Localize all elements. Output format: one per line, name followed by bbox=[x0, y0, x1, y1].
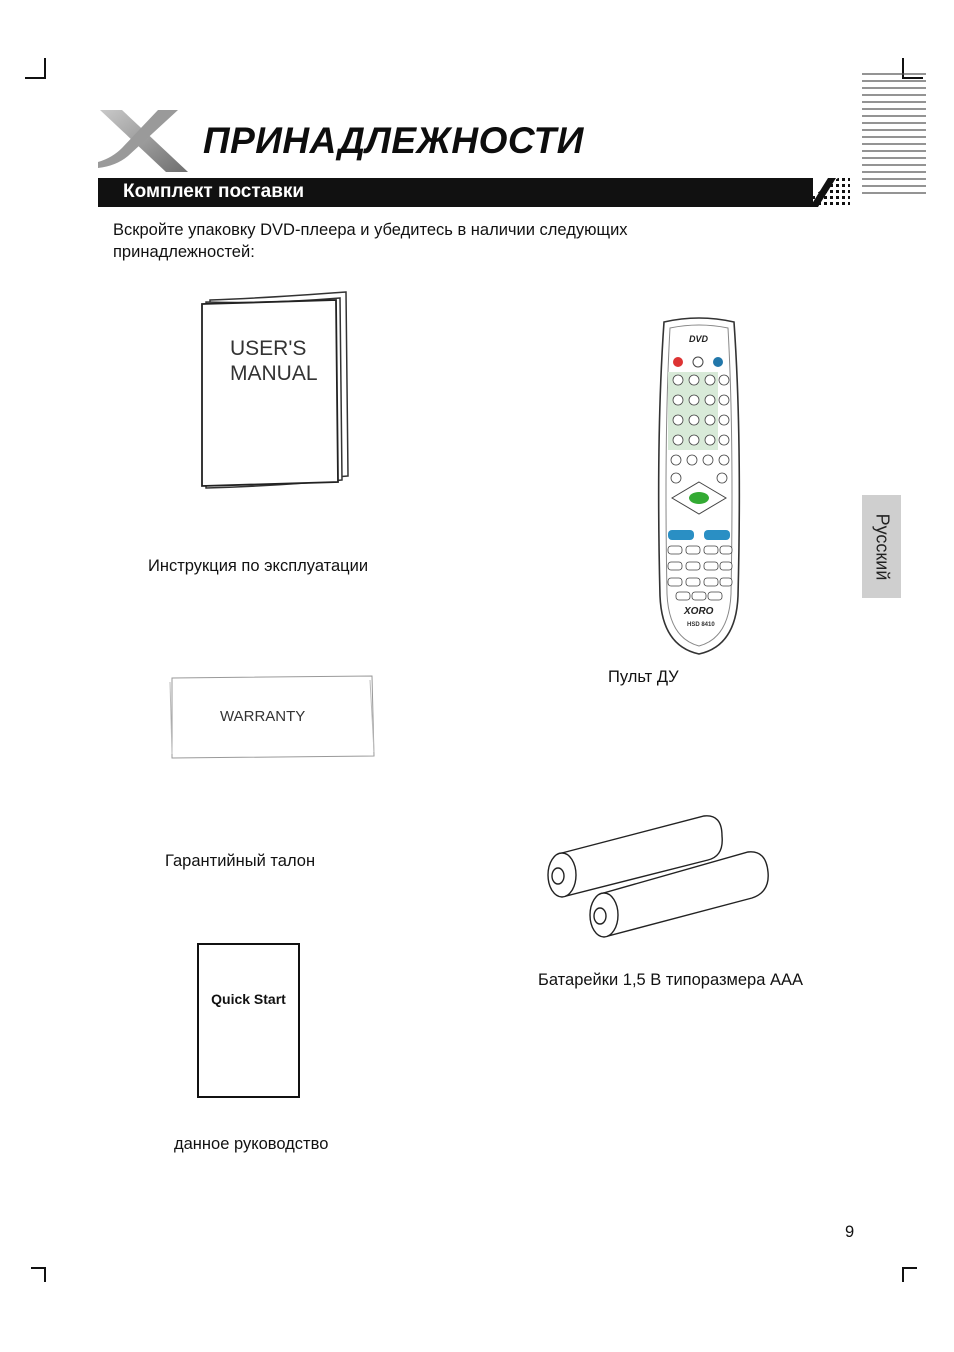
intro-line-1: Вскройте упаковку DVD-плеера и убедитесь в наличии следующих bbox=[113, 221, 628, 239]
xoro-logo-icon bbox=[96, 108, 196, 176]
language-side-tab bbox=[862, 495, 901, 598]
manual-image-line2: MANUAL bbox=[230, 362, 318, 385]
users-manual-illustration bbox=[196, 290, 356, 490]
manual-caption: Инструкция по эксплуатации bbox=[148, 557, 369, 575]
page-title: ПРИНАДЛЕЖНОСТИ bbox=[203, 120, 584, 161]
manual-image-line1: USER'S bbox=[230, 337, 307, 360]
intro-paragraph bbox=[113, 219, 733, 263]
remote-control-illustration bbox=[654, 316, 744, 658]
quick-start-image-text: Quick Start bbox=[211, 991, 286, 1007]
crop-mark-bottom-right bbox=[901, 1266, 917, 1282]
remote-top-label: DVD bbox=[689, 334, 709, 344]
crop-mark-bottom-left bbox=[31, 1266, 47, 1282]
header-stripes-decoration bbox=[862, 72, 928, 200]
language-tab-label: Русский bbox=[872, 513, 892, 580]
warranty-image-text: WARRANTY bbox=[220, 708, 306, 725]
warranty-caption: Гарантийный талон bbox=[165, 852, 316, 870]
intro-line-2: принадлежностей: bbox=[113, 243, 255, 261]
remote-caption: Пульт ДУ bbox=[608, 668, 679, 686]
page-number: 9 bbox=[845, 1223, 855, 1241]
crop-mark-top-left bbox=[25, 58, 47, 80]
quick-start-booklet bbox=[197, 943, 300, 1098]
batteries-illustration bbox=[540, 812, 774, 940]
quick-start-caption: данное руководство bbox=[174, 1135, 329, 1153]
section-title: Комплект поставки bbox=[123, 181, 305, 202]
remote-brand: XORO bbox=[684, 606, 714, 617]
warranty-card-illustration bbox=[168, 674, 378, 760]
remote-model: HSD 8410 bbox=[687, 622, 715, 628]
batteries-caption: Батарейки 1,5 В типоразмера ААА bbox=[538, 971, 803, 989]
